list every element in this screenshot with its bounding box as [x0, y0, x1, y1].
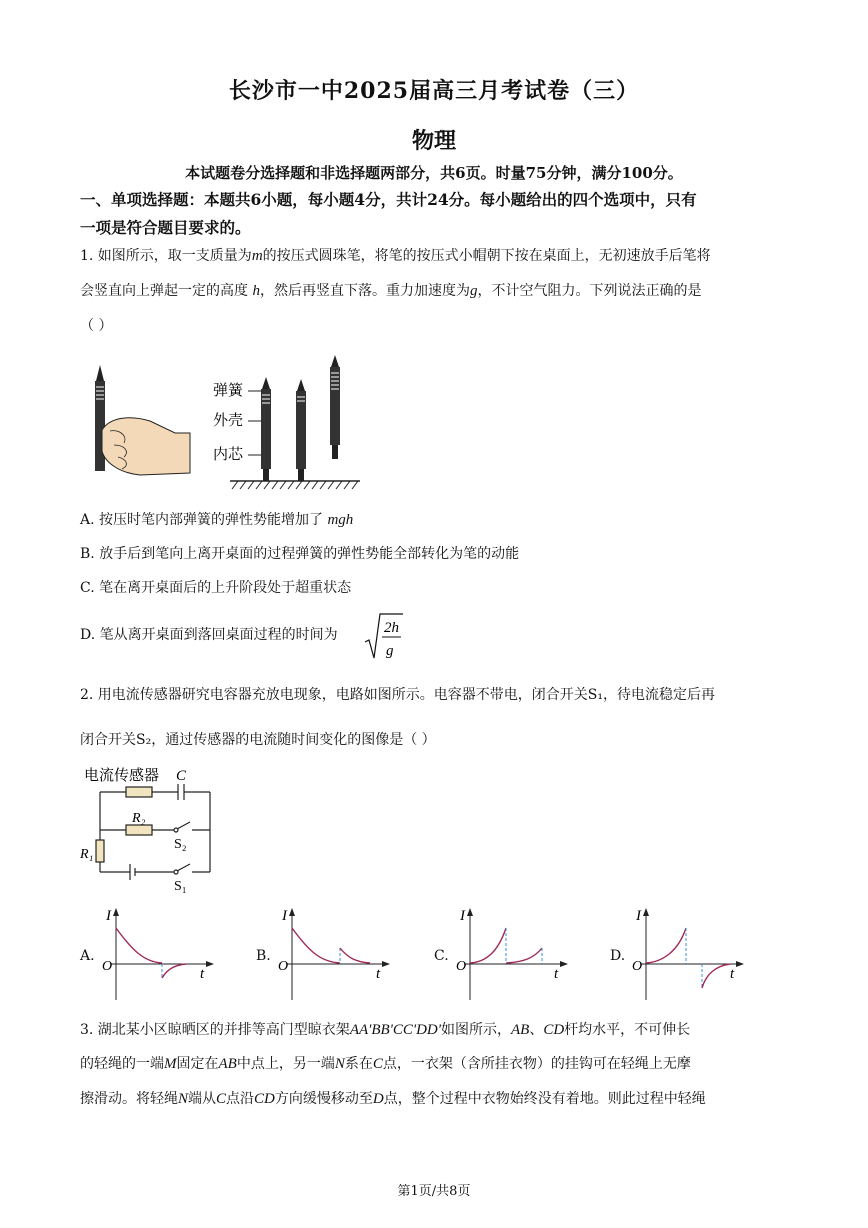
q1-option-a[interactable]: A. 按压时笔内部弹簧的弹性势能增加了 mgh	[80, 512, 354, 528]
q1-option-b[interactable]: B. 放手后到笔向上离开桌面的过程弹簧的弹性势能全部转化为笔的动能	[80, 546, 520, 562]
svg-text:I: I	[636, 908, 641, 924]
q2-graph-a[interactable]	[96, 906, 216, 1002]
question-1-blank: （ ）	[80, 318, 113, 334]
subject-title: 物理	[411, 128, 456, 154]
question-3-line-1: 3. 湖北某小区晾晒区的并排等高门型晾衣架AA'BB'CC'DD'如图所示，AB、CD杆均水平，不可伸长	[80, 1022, 691, 1038]
q2-option-d-label[interactable]: D.	[610, 948, 626, 964]
question-2-line-1: 2. 用电流传感器研究电容器充放电现象，电路如图所示。电容器不带电，闭合开关S₁，待电流稳定后再	[80, 687, 716, 703]
sensor-label: 电流传感器	[84, 768, 160, 784]
q1-option-d[interactable]: D. 笔从离开桌面到落回桌面过程的时间为	[80, 627, 338, 643]
question-1-line-1: 1. 如图所示，取一支质量为m的按压式圆珠笔，将笔的按压式小帽朝下按在桌面上，无初速放手后笔将	[80, 248, 711, 264]
question-3-line-3: 擦滑动。将轻绳N端从C点沿CD方向缓慢移动至D点，整个过程中衣物始终没有着地。则此过程中轻绳	[80, 1091, 706, 1107]
question-3-line-2: 的轻绳的一端M固定在AB中点上，另一端N系在C点，一衣架（含所挂衣物）的挂钩可在轻绳上无摩	[80, 1056, 691, 1072]
svg-text:t: t	[376, 966, 381, 982]
svg-text:I: I	[282, 908, 287, 924]
svg-text:t: t	[730, 966, 735, 982]
svg-text:O: O	[456, 959, 467, 974]
label-spring: 弹簧	[213, 383, 244, 399]
q2-graph-b[interactable]	[272, 906, 392, 1002]
q2-graph-d[interactable]	[626, 906, 746, 1002]
s1-label: S₁	[174, 879, 187, 894]
r1-label: R₁	[80, 847, 94, 862]
q2-option-b-label[interactable]: B.	[256, 948, 271, 964]
exam-note: 本试题卷分选择题和非选择题两部分，共6页。时量75分钟，满分100分。	[185, 164, 683, 182]
q2-option-c-label[interactable]: C.	[434, 948, 449, 964]
q2-option-a-label[interactable]: A.	[80, 948, 95, 964]
pen-1	[261, 377, 271, 481]
label-core: 内芯	[213, 447, 244, 463]
r2-label: R₂	[132, 811, 146, 826]
svg-text:O: O	[278, 959, 289, 974]
q2-graph-c[interactable]	[450, 906, 570, 1002]
question-1-line-2: 会竖直向上弹起一定的高度 h，然后再竖直下落。重力加速度为g，不计空气阻力。下列说法正确的是	[80, 283, 702, 299]
svg-text:g: g	[386, 643, 394, 659]
svg-text:t: t	[554, 966, 559, 982]
question-2-line-2: 闭合开关S₂，通过传感器的电流随时间变化的图像是（ ）	[80, 732, 436, 748]
svg-text:t: t	[200, 966, 205, 982]
s2-label: S₂	[174, 837, 187, 852]
q1-option-c[interactable]: C. 笔在离开桌面后的上升阶段处于超重状态	[80, 580, 352, 596]
pen-2	[296, 379, 306, 481]
capacitor-label: C	[176, 768, 187, 784]
circuit-diagram	[78, 762, 218, 898]
svg-text:O: O	[102, 959, 113, 974]
svg-text:2h: 2h	[384, 620, 399, 636]
section-heading: 一、单项选择题：本题共6小题，每小题4分，共计24分。每小题给出的四个选项中，只有 一项是符合题目要求的。	[80, 190, 697, 237]
pen-figure	[80, 355, 360, 495]
page-footer: 第1页/共8页	[397, 1184, 471, 1199]
svg-text:O: O	[632, 959, 643, 974]
pen-3	[330, 355, 340, 459]
svg-text:I: I	[106, 908, 111, 924]
sqrt-expression	[363, 610, 403, 662]
svg-text:I: I	[460, 908, 465, 924]
label-shell: 外壳	[213, 413, 244, 429]
page-title: 长沙市一中2025届高三月考试卷（三）	[228, 78, 640, 104]
